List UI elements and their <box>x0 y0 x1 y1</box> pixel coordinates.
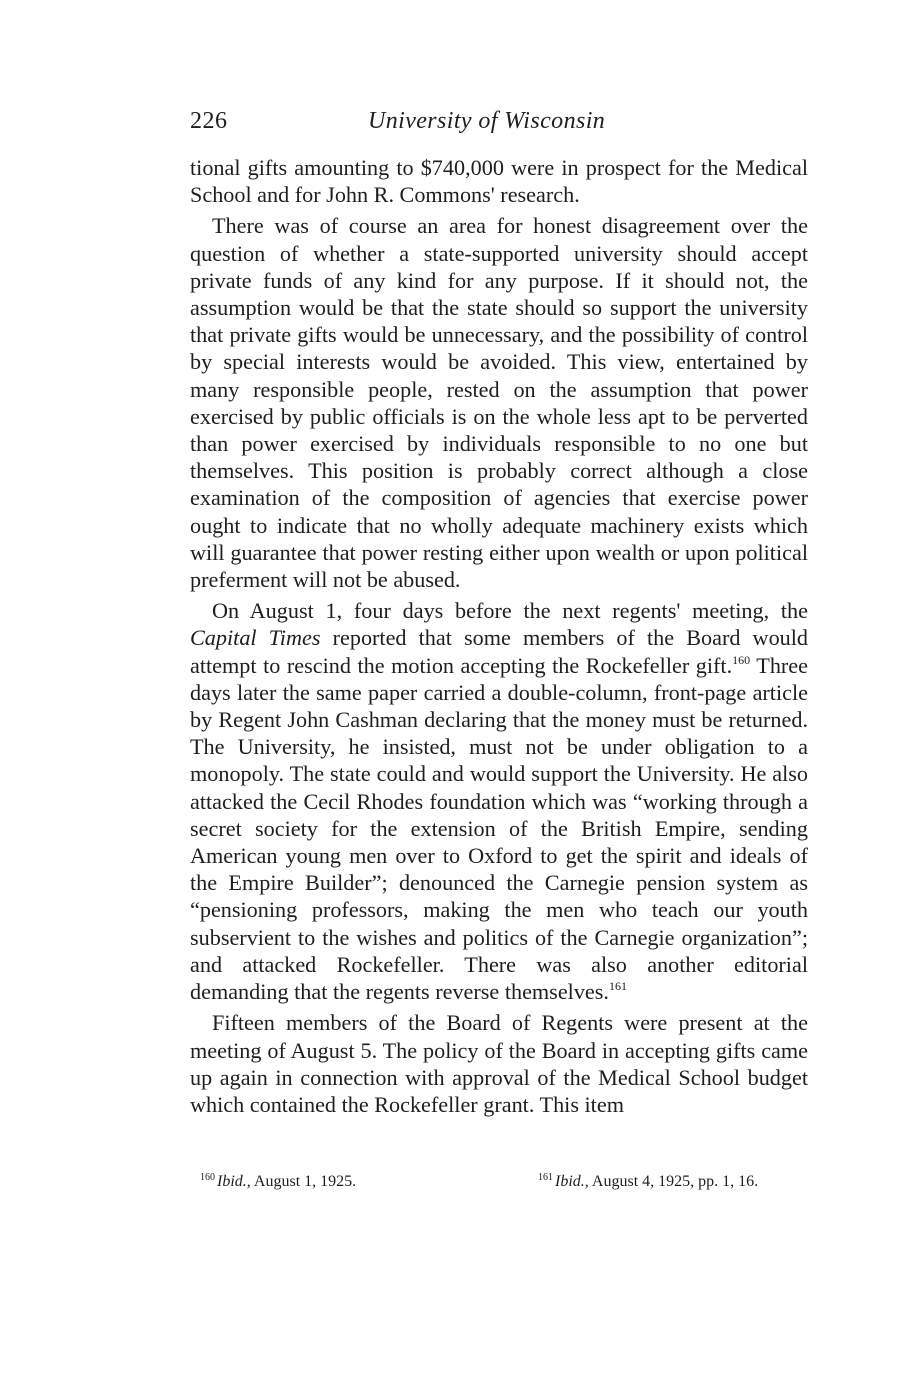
page-number: 226 <box>190 108 228 134</box>
footnote-160 <box>200 1172 356 1191</box>
paragraph-2: There was of course an area for honest disagreement over the question of whether a state-supported university should accept private funds of any kind for any purpose. If it should not, the assumption would be that the state should so support the university that private gifts would be unnecessary, and the possibility of control by special interests would be avoided. This view, entertained by many responsible people, rested on the assumption that power exercised by public officials is on the whole less apt to be perverted than power exercised by individuals responsible to no one but themselves. This position is probably correct although a close examination of the composition of agencies that exercise power ought to indicate that no wholly adequate machinery exists which will guarantee that power resting either upon wealth or upon political preferment will not be abused. <box>190 213 808 593</box>
footnote-number: 160 <box>200 1172 215 1183</box>
footnote-161 <box>538 1172 758 1191</box>
running-header <box>190 108 810 144</box>
paragraph-4: Fifteen members of the Board of Regents were present at the meeting of August 5. The policy of the Board in accepting gifts came up again in connection with approval of the Medical School budget which contained the Rockefeller grant. This item <box>190 1010 808 1117</box>
footnote-ibid: Ibid., <box>555 1173 589 1190</box>
running-title: University of Wisconsin <box>368 108 606 134</box>
paragraph-3 <box>190 597 808 1005</box>
footnote-text: August 1, 1925. <box>253 1173 357 1190</box>
paragraph-3-text-b: reported that some members of the Board would attempt to rescind the motion accepting the Rockefeller gift. <box>190 625 809 678</box>
footnotes <box>200 1172 808 1196</box>
footnote-number: 161 <box>538 1172 553 1183</box>
footnote-ref-160: 160 <box>732 652 751 667</box>
body-text <box>190 154 808 1118</box>
paragraph-3-text-c: Three days later the same paper carried a double-column, front-page article by Regent John Cashman declaring that the money must be returned. The University, he insisted, must not be under obligation to a monopoly. The state could and would support the University. He also attacked the Cecil Rhodes foundation which was “working through a secret society for the extension of the British Empire, sending American young men over to Oxford to get the spirit and ideals of the Empire Builder”; denounced the Carnegie pension system as “pensioning professors, making the men who teach our youth subservient to the wishes and politics of the Carnegie organization”; and attacked Rockefeller. There was also another editorial demanding that the regents reverse themselves. <box>190 652 808 1005</box>
footnote-text: August 4, 1925, pp. 1, 16. <box>591 1173 759 1190</box>
paragraph-3-text-a: On August 1, four days before the next regents' meeting, the <box>212 598 808 624</box>
paragraph-1: tional gifts amounting to $740,000 were in prospect for the Medical School and for John R. Commons' research. <box>190 155 808 208</box>
footnote-ibid: Ibid., <box>217 1173 251 1190</box>
footnote-ref-161: 161 <box>608 979 627 994</box>
newspaper-title: Capital Times <box>190 625 321 651</box>
